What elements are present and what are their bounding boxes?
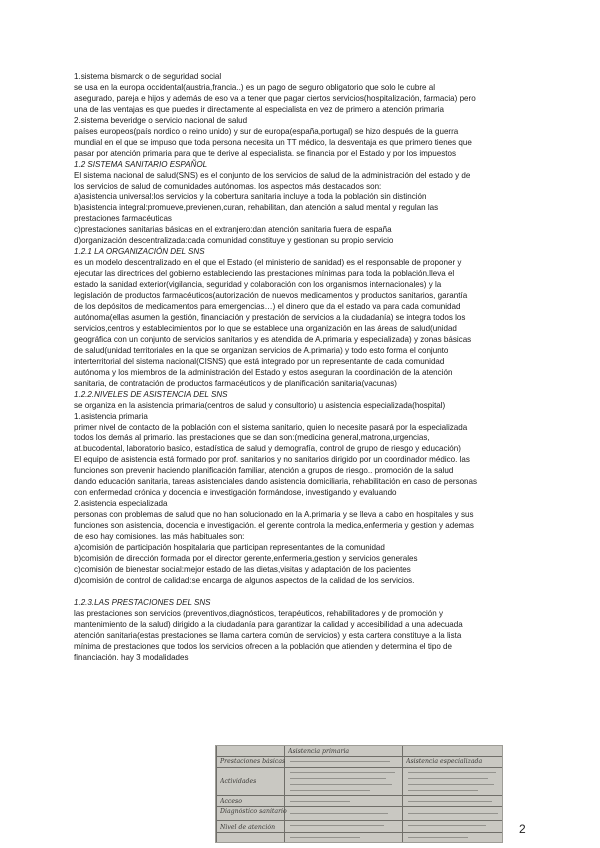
text-line: b)asistencia integral:promueve,previenen,curan, rehabilitan, dan atención a salud mental y regulan las [74,203,439,213]
text-line: una de las ventajas es que puedes ir directamente al especialista en vez de primero a atención primaria [74,104,444,114]
text-line: a)comisión de participación hospitalaria que participan representantes de la comunidad [74,542,385,552]
text-line: legislación de productos farmacéuticos(autorización de nuevos medicamentos y productos sanitarios, garantía [74,291,468,301]
text-line: autónoma y los miembros de la administración del Estado y estos aseguran la coordinación de la atención [74,367,453,377]
section-heading: 1.2.2.NIVELES DE ASISTENCIA DEL SNS [74,389,228,399]
text-line: mínima de prestaciones que todos los servicios ofrecen a la población que atienden y determina el tipo de [74,641,452,651]
text-line: asegurado, pareja e hijos y además de eso va a tener que pagar ciertos servicios(hospitalización, farmacia) pero [74,93,476,103]
text-line: autónoma(ellas asumen la gestión, financiación y prestación de servicios a la ciudadanía) se integra todos los [74,312,466,322]
text-line: geográfica con un conjunto de servicios sanitarios y es atendida de A.primaria y especializada) y zonas básicas [74,334,472,344]
text-line: El equipo de asistencia está formado por prof. sanitarios y no sanitarios dirigido por un coordinador médico. las [74,455,470,465]
text-line: las prestaciones son servicios (preventivos,diagnósticos, terapéuticos, rehabilitadores y de promoción y [74,608,444,618]
text-line: 1.sistema bismarck o de seguridad social [74,72,222,81]
text-line: todos los demás al primario. las prestaciones que se dan son:(medicina general,matrona,urgencias, [74,433,430,443]
text-line: funciones son asistencia, docencia e investigación. el gerente controla la medica,enfermeria y gestion y ademas [74,521,474,531]
text-line: atención sanitaria(estas prestaciones se llama cartera común de servicios) y esta cartera constituye a la lista [74,630,462,640]
text-line: b)comisión de dirección formada por el director gerente,enfermeria,gestion y servicios generales [74,553,418,563]
text-line: con enfermedad crónica y docencia e investigación formándose, investigando y evaluando [74,488,397,498]
text-line: financiación. hay 3 modalidades [74,652,189,662]
text-line: sanitaria, de contratación de productos farmacéuticos y de planificación sanitaria(vacunas) [74,378,397,388]
table-cell-access: Acceso [220,798,242,805]
text-line: primer nivel de contacto de la población con el sistema sanitario, quien lo necesite pasará por la especializada [74,422,468,432]
text-line: pasar por atención primaria para que te derive al especialista. se financia por el Estado y por los impuestos [74,148,456,158]
text-line: 2.sistema beveridge o servicio nacional de salud [74,115,248,125]
table-cell-level: Nivel de atención [220,824,276,831]
text-line: se usa en la europa occidental(austria,francia..) es un pago de seguro obligatorio que solo le cubre al [74,82,435,92]
text-line: los servicios de salud de comunidades autónomas. los aspectos más destacados son: [74,181,382,191]
document-body [74,72,526,664]
handwritten-table-photo [215,745,503,843]
text-line: personas con problemas de salud que no han solucionado en la A.primaria y se lleva a cabo en hospitales y sus [74,510,474,520]
table-cell-diagnosis: Diagnóstico sanitario [220,808,287,815]
text-line: c)prestaciones sanitarias básicas en el extranjero:dan atención sanitaria fuera de españa [74,225,392,235]
text-line: mundial en el que se impuso que toda persona necesita un TT médico, la desventaja es que primero tienes que [74,137,472,147]
section-heading: 1.2 SISTEMA SANITARIO ESPAÑOL [74,159,208,169]
text-line: funciones son prevenir haciendo planificación familiar, atención a grupos de riesgo.. promoción de la salud [74,466,454,476]
text-line: at.bucodental, laboratorio basico, estadística de salud y demografía, control de grupo de riesgo y educación) [74,444,461,454]
table-cell-activities: Actividades [220,778,257,785]
text-line: a)asistencia universal:los servicios y la cobertura sanitaria incluye a toda la población sin distinción [74,192,427,202]
text-line: de eso hay comisiones. las más habituales son: [74,532,245,542]
text-line: países europeos(país nordico o reino unido) y sur de europa(españa,portugal) se hizo después de la guerra [74,126,459,136]
section-heading: 1.2.1 LA ORGANIZACIÓN DEL SNS [74,247,205,257]
table-cell-specialized: Asistencia especializada [406,758,483,765]
text-line: 1.asistencia primaria [74,411,148,421]
text-line: mantenimiento de la salud) dirigido a la ciudadanía para garantizar la calidad y accesibilidad a una adecuada [74,619,463,629]
text-line: de salud(unidad territoriales en la que se organizan servicios de A.primaria) y todo esto forma el conjunto [74,345,449,355]
page-number: 2 [519,822,526,836]
table-cell-basic: Prestaciones básicas [220,758,286,765]
text-line: d)comisión de control de calidad:se encarga de algunos aspectos de la calidad de los servicios. [74,575,415,585]
text-line: es un modelo descentralizado en el que el Estado (el ministerio de sanidad) es el responsable de proponer y [74,258,462,268]
section-heading: 1.2.3.LAS PRESTACIONES DEL SNS [74,597,211,607]
text-line: c)comisión de bienestar social:mejor estado de las dietas,visitas y adaptación de los pacientes [74,564,411,574]
text-line: servicios,centros y establecimientos por lo que se establece una organización en las áreas de salud(unidad [74,323,457,333]
text-line: d)organización descentralizada:cada comunidad constituye y gestionan su propio servicio [74,236,394,246]
text-line: ejecutar las directrices del gobierno estableciendo las prestaciones mínimas para toda la población.lleva el [74,269,455,279]
text-line: se organiza en la asistencia primaria(centros de salud y consultorio) u asistencia especializada(hospital) [74,400,446,410]
text-line: El sistema nacional de salud(SNS) es el conjunto de los servicios de salud de la administración del estado y de [74,170,471,180]
text-line: interterritorial del sistema nacional(CISNS) que está integrado por un representante de cada comunidad [74,356,445,366]
text-line: prestaciones farmacéuticas [74,214,172,224]
text-line: estado la sanidad exterior(vigilancia, seguridad y colaboración con los organismos internacionales) y la [74,280,442,290]
table-cell-header-primary: Asistencia primaria [288,748,350,755]
paragraph-gap [74,587,526,598]
text-line: 2.asistencia especializada [74,499,168,509]
text-line: de los depósitos de medicamentos para emergencias…) el dinero que da el estado va para cada comunidad [74,302,461,312]
text-line: dando educación sanitaria, tareas asistenciales dando asistencia domiciliaria, rehabilitación en caso de personas [74,477,478,487]
